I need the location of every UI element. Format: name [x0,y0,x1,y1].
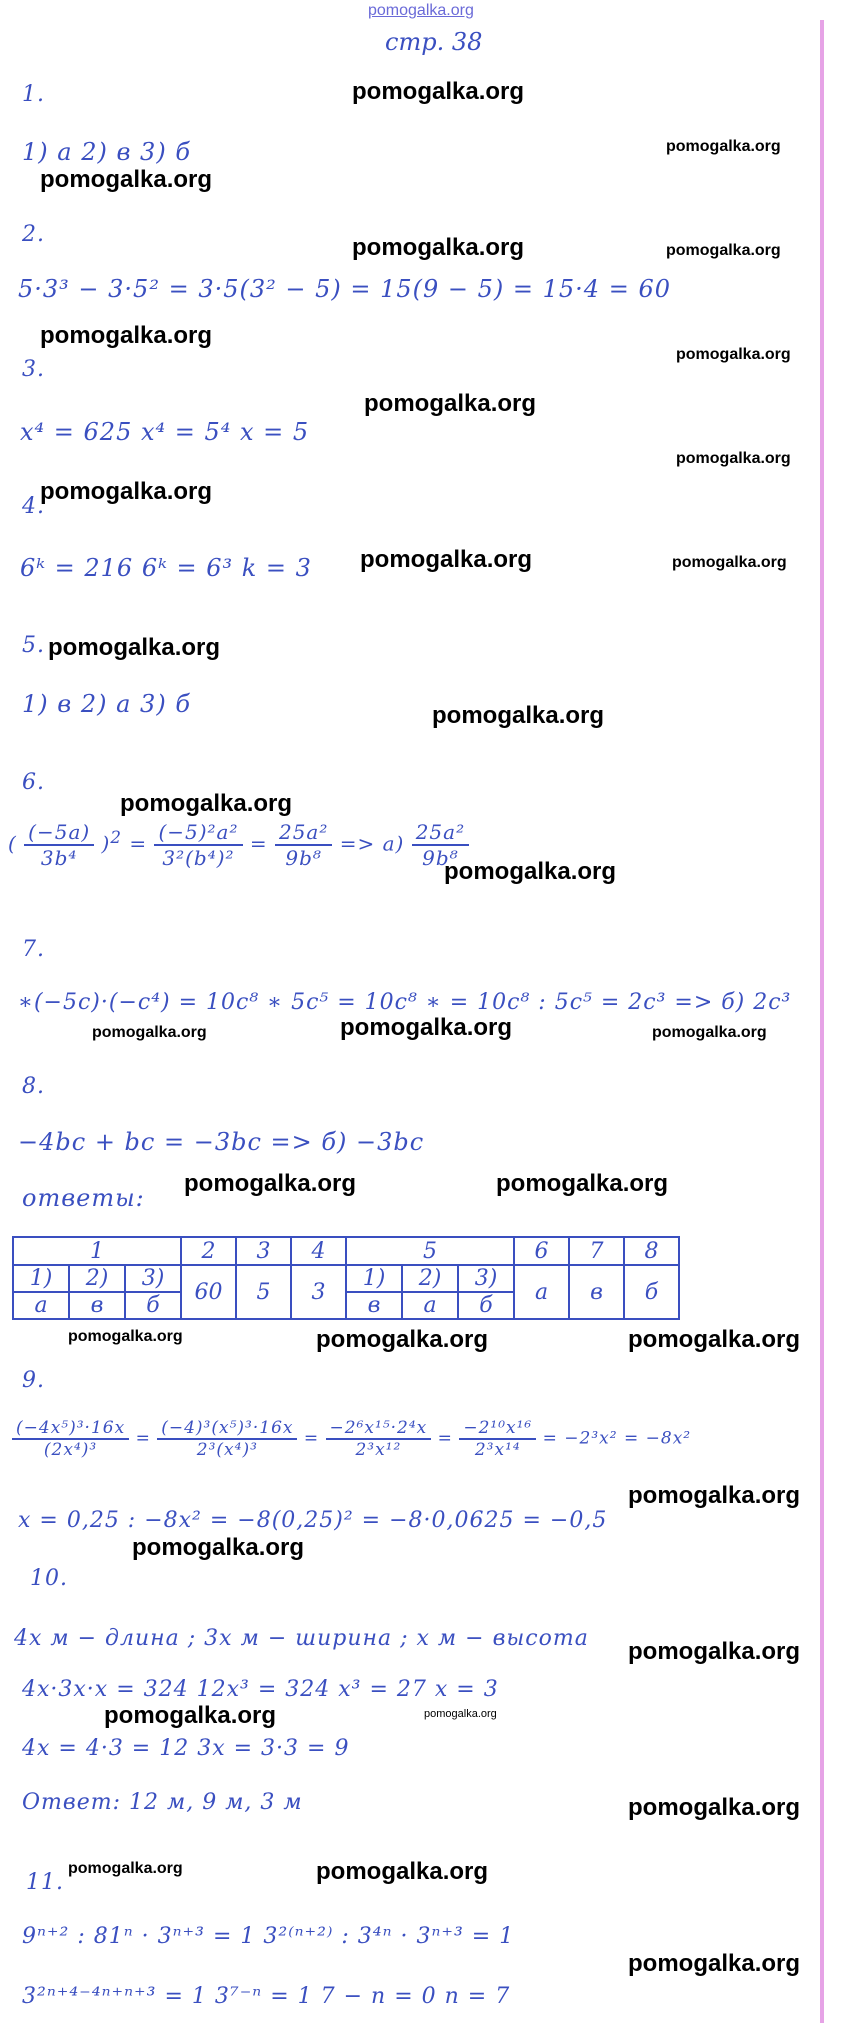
answers-val-5-1: в [346,1292,402,1319]
task-9-line-2: x = 0,25 : −8x² = −8(0,25)² = −8·0,0625 = −0,5 [18,1508,608,1533]
task-5-number: 5. [22,633,45,658]
answers-value-6: а [514,1265,569,1319]
margin-line [820,20,824,2023]
task-11-line-2: 3²ⁿ⁺⁴⁻⁴ⁿ⁺ⁿ⁺³ = 1 3⁷⁻ⁿ = 1 7 − n = 0 n = 7 [22,1984,511,2009]
site-header[interactable]: pomogalka.org [368,2,474,19]
task-6-exponent: 2 [110,827,122,847]
task-10-line-3: 4x = 4·3 = 12 3x = 3·3 = 9 [22,1736,350,1761]
answers-sub-5-3: 3) [458,1265,514,1292]
answers-header-4: 4 [291,1237,346,1265]
answers-label: ответы: [22,1184,145,1212]
task-10-line-2: 4x·3x·x = 324 12x³ = 324 x³ = 27 x = 3 [22,1677,499,1702]
watermark: pomogalka.org [652,1024,767,1041]
watermark: pomogalka.org [68,1860,183,1877]
task-11-line-1: 9ⁿ⁺² : 81ⁿ · 3ⁿ⁺³ = 1 3²⁽ⁿ⁺²⁾ : 3⁴ⁿ · 3ⁿ⁺³ = 1 [22,1924,515,1949]
watermark: pomogalka.org [628,1794,801,1821]
open-paren: ( [8,831,17,856]
task-6-number: 6. [22,770,45,795]
answers-value-4: 3 [291,1265,346,1319]
answers-val-5-3: б [458,1292,514,1319]
task-2-line: 5·3³ − 3·5² = 3·5(3² − 5) = 15(9 − 5) = 15·4 = 60 [18,275,671,303]
watermark: pomogalka.org [316,1858,489,1885]
watermark: pomogalka.org [132,1534,305,1561]
watermark: pomogalka.org [432,702,605,729]
task-11-number: 11. [26,1870,64,1895]
task-7-line: ∗(−5c)·(−c⁴) = 10c⁸ ∗ 5c⁵ = 10c⁸ ∗ = 10c⁸ : 5c⁵ = 2c³ => б) 2c³ [18,990,792,1015]
watermark: pomogalka.org [666,242,781,259]
answers-val-1-3: б [125,1292,181,1319]
answers-header-6: 6 [514,1237,569,1265]
answers-sub-1-3: 3) [125,1265,181,1292]
task-10-number: 10. [30,1566,68,1591]
task-4-line: 6ᵏ = 216 6ᵏ = 6³ k = 3 [20,554,312,582]
task-9-result: = −2³x² = −8x² [542,1428,692,1449]
watermark: pomogalka.org [672,554,787,571]
watermark: pomogalka.org [496,1170,669,1197]
task-6-fraction-4: $\frac{\text{25a²}}{\text{9b⁸}}$ [412,820,469,870]
answers-val-5-2: а [402,1292,458,1319]
task-3-line: x⁴ = 625 x⁴ = 5⁴ x = 5 [20,418,310,446]
answers-value-7: в [569,1265,624,1319]
task-6-fraction-1: $\frac{(-5a)}{\text{3b⁴}}$ [24,820,94,870]
answers-val-1-2: в [69,1292,125,1319]
task-10-line-4: Ответ: 12 м, 9 м, 3 м [22,1790,303,1815]
watermark: pomogalka.org [666,138,781,155]
watermark: pomogalka.org [40,478,213,505]
answers-sub-1-2: 2) [69,1265,125,1292]
watermark: pomogalka.org [352,78,525,105]
answers-value-3: 5 [236,1265,291,1319]
page-number: стр. 38 [385,28,483,56]
watermark: pomogalka.org [68,1328,183,1345]
close-paren: ) [101,831,111,856]
task-8-line: −4bc + bc = −3bc => б) −3bc [18,1128,425,1156]
task-9-fraction-4: $\frac{\text{−2¹⁰x¹⁶}}{\text{2³x¹⁴}}$ [459,1418,536,1460]
watermark: pomogalka.org [360,546,533,573]
watermark: pomogalka.org [628,1482,801,1509]
task-6-fraction-3: $\frac{\text{25a²}}{\text{9b⁸}}$ [275,820,332,870]
watermark: pomogalka.org [424,1708,497,1720]
task-5-line: 1) в 2) а 3) б [22,690,191,718]
answers-table [12,1236,680,1320]
answers-sub-5-2: 2) [402,1265,458,1292]
task-1-line: 1) а 2) в 3) б [22,138,191,166]
answers-header-7: 7 [569,1237,624,1265]
task-8-number: 8. [22,1074,45,1099]
answers-header-3: 3 [236,1237,291,1265]
answers-sub-1-1: 1) [13,1265,69,1292]
watermark: pomogalka.org [352,234,525,261]
watermark: pomogalka.org [40,166,213,193]
watermark: pomogalka.org [316,1326,489,1353]
task-1-number: 1. [22,82,45,107]
watermark: pomogalka.org [40,322,213,349]
answers-value-2: 60 [181,1265,236,1319]
task-4-number: 4. [22,494,45,519]
watermark: pomogalka.org [92,1024,207,1041]
answers-header-1: 1 [13,1237,181,1265]
task-9-fraction-1: $\frac{\text{(−4x⁵)³·16x}}{\text{(2x⁴)³}}$ [12,1418,129,1460]
watermark: pomogalka.org [676,346,791,363]
watermark: pomogalka.org [628,1326,801,1353]
task-7-number: 7. [22,937,45,962]
watermark: pomogalka.org [628,1638,801,1665]
answers-value-8: б [624,1265,679,1319]
watermark: pomogalka.org [104,1702,277,1729]
answers-val-1-1: а [13,1292,69,1319]
task-9-number: 9. [22,1368,45,1393]
task-6-expression: ( $\frac{(-5a)}{\text{3b⁴}}$ )$^2$ = $\frac{\text{(−5)²a²}}{\text{3²(b⁴)²}}$ = $\frac{\text{25a²}}{\text{9b⁸}}$ => а) $\frac{\text{25a²}}{\text{9b⁸}}$ [8,820,469,870]
watermark: pomogalka.org [628,1950,801,1977]
watermark: pomogalka.org [676,450,791,467]
task-10-line-1: 4x м − длина ; 3x м − ширина ; x м − высота [14,1626,589,1651]
answers-sub-5-1: 1) [346,1265,402,1292]
task-9-fraction-3: $\frac{\text{−2⁶x¹⁵·2⁴x}}{\text{2³x¹²}}$ [326,1418,432,1460]
watermark: pomogalka.org [184,1170,357,1197]
watermark: pomogalka.org [120,790,293,817]
watermark: pomogalka.org [444,858,617,885]
watermark: pomogalka.org [364,390,537,417]
answers-header-5: 5 [346,1237,514,1265]
answers-header-2: 2 [181,1237,236,1265]
task-6-arrow: => а) [339,831,405,856]
watermark: pomogalka.org [340,1014,513,1041]
task-9-expression: $\frac{\text{(−4x⁵)³·16x}}{\text{(2x⁴)³}}$ = $\frac{\text{(−4)³(x⁵)³·16x}}{\text{2³(x⁴)³}}$ = $\frac{\text{−2⁶x¹⁵·2⁴x}}{\text{2³x¹²}}$ = $\frac{\text{−2¹⁰x¹⁶}}{\text{2³x¹⁴}}$ = −2³x² = −8x² [12,1418,691,1460]
watermark: pomogalka.org [48,634,221,661]
task-2-number: 2. [22,222,45,247]
task-9-fraction-2: $\frac{\text{(−4)³(x⁵)³·16x}}{\text{2³(x⁴)³}}$ [157,1418,297,1460]
answers-header-8: 8 [624,1237,679,1265]
task-3-number: 3. [22,357,45,382]
task-6-fraction-2: $\frac{\text{(−5)²a²}}{\text{3²(b⁴)²}}$ [154,820,242,870]
